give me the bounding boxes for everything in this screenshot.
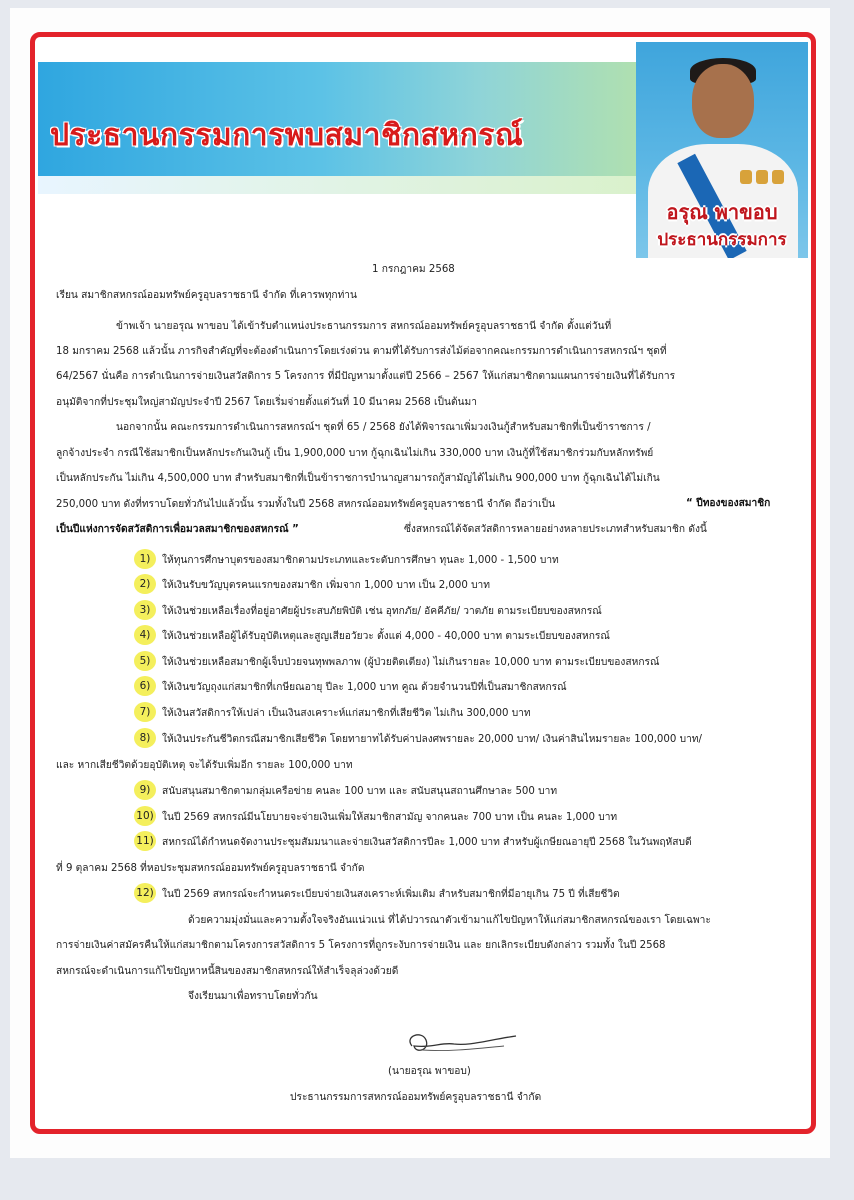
item-number-badge: 3) [134,600,156,620]
list-item: ให้เงินช่วยเหลือสมาชิกผู้เจ็บป่วยจนทุพพลภาพ (ผู้ป่วยติดเตียง) ไม่เกินรายละ 10,000 บาท ตามระเบียบของสหกรณ์ [162,657,660,668]
para3-line: การจ่ายเงินค่าสมัครคืนให้แก่สมาชิกตามโครงการสวัสดิการ 5 โครงการที่ถูกระงับการจ่ายเงิน และ ยกเลิกระเบียบดังกล่าว รวมทั้ง ในปี 2568 [56,940,666,951]
para1-line: ข้าพเจ้า นายอรุณ พาขอบ ได้เข้ารับตำแหน่งประธานกรรมการ สหกรณ์ออมทรัพย์ครูอุบลราชธานี จำกัด ตั้งแต่วันที่ [116,321,612,332]
portrait-role: ประธานกรรมการ [657,230,787,250]
item-number-badge: 8) [134,728,156,748]
golden-year-highlight: เป็นปีแห่งการจัดสวัสดิการเพื่อมวลสมาชิกของสหกรณ์ ” [56,524,299,535]
list-item-continuation: และ หากเสียชีวิตด้วยอุบัติเหตุ จะได้รับเพิ่มอีก รายละ 100,000 บาท [56,760,353,771]
signer-name: (นายอรุณ พาขอบ) [388,1066,471,1077]
closing-line: จึงเรียนมาเพื่อทราบโดยทั่วกัน [188,991,318,1002]
list-item: ในปี 2569 สหกรณ์มีนโยบายจะจ่ายเงินเพิ่มให้สมาชิกสามัญ จากคนละ 700 บาท เป็น คนละ 1,000 บาท [162,812,618,823]
chairman-portrait [636,42,808,258]
item-number-badge: 2) [134,574,156,594]
item-number-badge: 4) [134,625,156,645]
list-item: ให้เงินสวัสดิการให้เปล่า เป็นเงินสงเคราะห์แก่สมาชิกที่เสียชีวิต ไม่เกิน 300,000 บาท [162,708,531,719]
para2-line: 250,000 บาท ดังที่ทราบโดยทั่วกันไปแล้วนั้น รวมทั้งในปี 2568 สหกรณ์ออมทรัพย์ครูอุบลราชธานี จำกัด ถือว่าเป็น [56,499,556,510]
list-item: ในปี 2569 สหกรณ์จะกำหนดระเบียบจ่ายเงินสงเคราะห์เพิ่มเติม สำหรับสมาชิกที่มีอายุเกิน 75 ปี ที่เสียชีวิต [162,889,620,900]
para2-line: ลูกจ้างประจำ กรณีใช้สมาชิกเป็นหลักประกันเงินกู้ เป็น 1,900,000 บาท กู้ฉุกเฉินไม่เกิน 330,000 บาท เงินกู้ที่ใช้สมาชิกร่วมกับหลักทรัพย์ [56,448,654,459]
list-item: ให้เงินขวัญถุงแก่สมาชิกที่เกษียณอายุ ปีละ 1,000 บาท คูณ ด้วยจำนวนปีที่เป็นสมาชิกสหกรณ์ [162,682,567,693]
list-item: ให้เงินประกันชีวิตกรณีสมาชิกเสียชีวิต โดยทายาทได้รับค่าปลงศพรายละ 20,000 บาท/ เงินค่าสินไหมรายละ 100,000 บาท/ [162,734,702,745]
para3-line: ด้วยความมุ่งมั่นและความตั้งใจจริงอันแน่วแน่ ที่ได้ปวารณาตัวเข้ามาแก้ไขปัญหาให้แก่สมาชิกสหกรณ์ของเรา โดยเฉพาะ [188,915,711,926]
item-number-badge: 10) [134,806,156,826]
signer-title: ประธานกรรมการสหกรณ์ออมทรัพย์ครูอุบลราชธานี จำกัด [290,1092,542,1103]
list-item: สหกรณ์ได้กำหนดจัดงานประชุมสัมมนาและจ่ายเงินสวัสดิการปีละ 1,000 บาท สำหรับผู้เกษียณอายุปี 2568 ในวันพฤหัสบดี [162,837,692,848]
portrait-name: อรุณ พาขอบ [666,200,778,224]
para1-line: 18 มกราคม 2568 แล้วนั้น ภารกิจสำคัญที่จะต้องดำเนินการโดยเร่งด่วน ตามที่ได้รับการส่งไม้ต่อจากคณะกรรมการดำเนินการสหกรณ์ฯ ชุดที่ [56,346,667,357]
list-item-continuation: ที่ 9 ตุลาคม 2568 ที่หอประชุมสหกรณ์ออมทรัพย์ครูอุบลราชธานี จำกัด [56,863,365,874]
medal-icon [756,170,768,184]
para2-line: เป็นหลักประกัน ไม่เกิน 4,500,000 บาท สำหรับสมาชิกที่เป็นข้าราชการบำนาญสามารถกู้สามัญได้ไม่เกิน 900,000 บาท กู้ฉุกเฉินได้ไม่เกิน [56,473,660,484]
medal-icon [740,170,752,184]
medal-icon [772,170,784,184]
para2-line: ซึ่งสหกรณ์ได้จัดสวัสดิการหลายอย่างหลายประเภทสำหรับสมาชิก ดังนี้ [404,524,707,535]
item-number-badge: 12) [134,883,156,903]
list-item: ให้เงินรับขวัญบุตรคนแรกของสมาชิก เพิ่มจาก 1,000 บาท เป็น 2,000 บาท [162,580,490,591]
item-number-badge: 7) [134,702,156,722]
para1-line: 64/2567 นั่นคือ การดำเนินการจ่ายเงินสวัสดิการ 5 โครงการ ที่มีปัญหามาตั้งแต่ปี 2566 – 2567 ให้แก่สมาชิกตามแผนการจ่ายเงินที่ได้รับการ [56,371,676,382]
list-item: ให้เงินช่วยเหลือผู้ได้รับอุบัติเหตุและสูญเสียอวัยวะ ตั้งแต่ 4,000 - 40,000 บาท ตามระเบียบของสหกรณ์ [162,631,610,642]
item-number-badge: 6) [134,676,156,696]
item-number-badge: 1) [134,549,156,569]
item-number-badge: 9) [134,780,156,800]
para3-line: สหกรณ์จะดำเนินการแก้ไขปัญหาหนี้สินของสมาชิกสหกรณ์ให้สำเร็จลุล่วงด้วยดี [56,966,399,977]
head-shape [692,64,754,138]
salutation: เรียน สมาชิกสหกรณ์ออมทรัพย์ครูอุบลราชธานี จำกัด ที่เคารพทุกท่าน [56,290,357,301]
list-item: ให้ทุนการศึกษาบุตรของสมาชิกตามประเภทและระดับการศึกษา ทุนละ 1,000 - 1,500 บาท [162,555,559,566]
signature-icon [392,1022,522,1062]
item-number-badge: 11) [134,831,156,851]
item-number-badge: 5) [134,651,156,671]
letter-date: 1 กรกฎาคม 2568 [372,264,455,275]
list-item: สนับสนุนสมาชิกตามกลุ่มเครือข่าย คนละ 100 บาท และ สนับสนุนสถานศึกษาละ 500 บาท [162,786,558,797]
para1-line: อนุมัติจากที่ประชุมใหญ่สามัญประจำปี 2567 โดยเริ่มจ่ายตั้งแต่วันที่ 10 มีนาคม 2568 เป็นต้นมา [56,397,477,408]
banner-stripe [38,176,668,194]
page-title: ประธานกรรมการพบสมาชิกสหกรณ์ [50,118,524,153]
golden-year-highlight: “ ปีทองของสมาชิก [686,498,771,509]
para2-line: นอกจากนั้น คณะกรรมการดำเนินการสหกรณ์ฯ ชุดที่ 65 / 2568 ยังได้พิจารณาเพิ่มวงเงินกู้สำหรับสมาชิกที่เป็นข้าราชการ / [116,422,651,433]
list-item: ให้เงินช่วยเหลือเรื่องที่อยู่อาศัยผู้ประสบภัยพิบัติ เช่น อุทกภัย/ อัคคีภัย/ วาตภัย ตามระเบียบของสหกรณ์ [162,606,602,617]
